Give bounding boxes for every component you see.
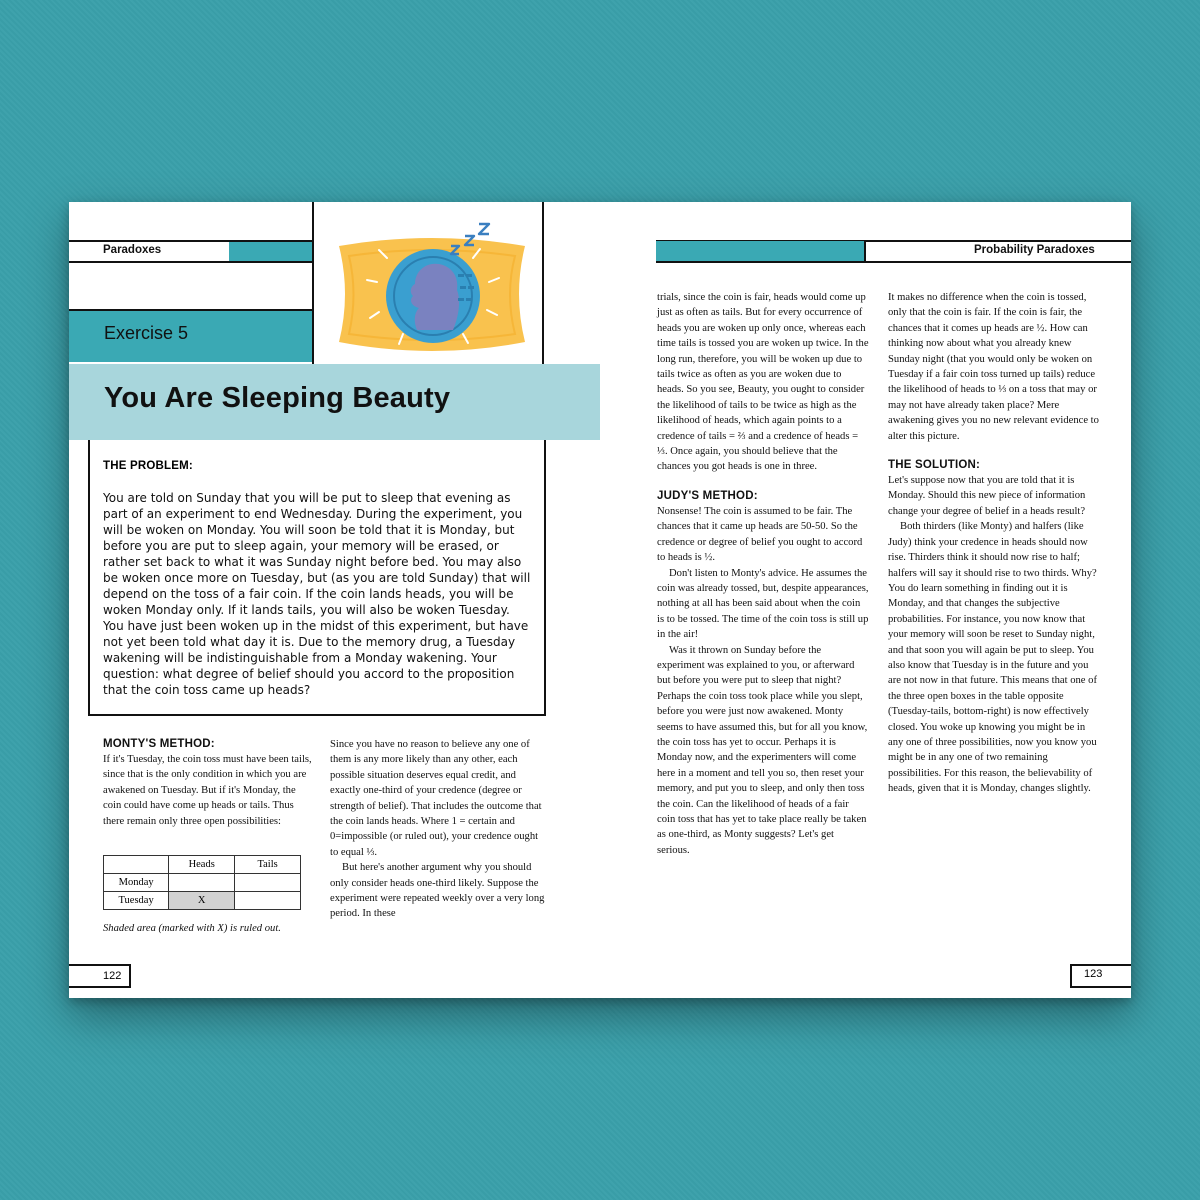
right-page-number: 123	[1084, 968, 1103, 980]
table-header-heads: Heads	[169, 856, 235, 874]
paragraph: Was it thrown on Sunday before the experiment was explained to you, or afterward but before you were put to sleep that night? Perhaps the coin toss took place while you slept, before you were just now awakened. Monty seems to have assumed this, but for all you know, the coin toss has yet to occur. Perhaps it is Monday now, and the experimenters will come here in a moment and tell you so, then reset your memory, and put you to sleep, and only then toss the coin. Can the likelihood of heads of a fair coin toss that has yet to take place really be taken as one-third, as Monty suggests? Let's get serious.	[657, 644, 868, 856]
table-header-tails: Tails	[235, 856, 301, 874]
paragraph: Both thirders (like Monty) and halfers (like Judy) think your credence in heads should now rise. Thirders think it should now rise to half; halfers will say it should rise to two thirds. Why? You do learn something in finding out it is Monday, and that changes the subjective probabilities. For instance, you now know that your memory will soon be reset to Sunday night, and that soon you will again be put to sleep. You also know that Tuesday is in the future and you are not now in that future. This means that one of the three open boxes in the table opposite (Tuesday-tails, bottom-right) is now effectively closed. You woke up knowing you might be in any one of three possibilities, now you know you might be in any one of two remaining possibilities. For this reason, the believability of heads, given that it is Monday, changes slightly.	[888, 521, 1097, 795]
left-head-teal-bar	[229, 241, 313, 261]
table-row	[104, 892, 301, 910]
table-cell-shaded: X	[169, 892, 235, 910]
left-running-head: Paradoxes	[103, 244, 162, 256]
paragraph: It makes no difference when the coin is tossed, only that the coin is fair. If the coin is fair, the chances that it comes up heads are ½. How can thinking now about what you already knew Sunday night (that you would only be woken on Tuesday if a fair coin toss turned up tails) reduce the likelihood of heads to ⅓ on a toss that may or may not have already taken place? Mere awakening gives you no new relevant evidence to alter this picture.	[888, 292, 1099, 442]
table-header-empty	[104, 856, 169, 874]
paragraph: Let's suppose now that you are told that it is Monday. Should this new piece of information change your degree of belief in a heads result?	[888, 475, 1086, 517]
table-header-row	[104, 856, 301, 874]
exercise-label: Exercise 5	[104, 323, 189, 343]
paragraph: Nonsense! The coin is assumed to be fair. The chances that it came up heads are 50-50. So the credence or degree of belief you ought to accord to heads is ½.	[657, 505, 863, 564]
problem-text: You are told on Sunday that you will be put to sleep that evening as part of an experiment to end Wednesday. During the experiment, you will be woken on Monday. You will soon be told that it is Monday, but before you are put to sleep again, your memory will be erased, or rather set back to what it was Sunday night before bed. You may also be woken once more on Tuesday, but (as you are told Sunday) that will depend on the toss of a fair coin. If the coin lands heads, you will be woken Monday only. If it lands tails, you will also be woken Tuesday. You have just been woken up in the midst of this experiment, but have not yet been told what day it is. Due to the memory drug, a Tuesday wakening will be indistinguishable from a Monday wakening. Your question: what degree of belief should you accord to the proposition that the coin toss came up heads?	[103, 491, 531, 697]
left-page-number: 122	[69, 964, 131, 988]
table-cell	[169, 874, 235, 892]
possibilities-table	[103, 855, 301, 910]
montys-method-text: If it's Tuesday, the coin toss must have been tails, since that is the only condition in which you are awakened on Tuesday. But if it's Monday, the coin could have come up heads or tails. Thus there remain only three open possibilities:	[103, 754, 312, 827]
paragraph: Since you have no reason to believe any one of them is any more likely than any other, each possible situation deserves equal credit, and exactly one-third of your credence (degree or strength of belief). That includes the outcome that the coin lands heads. Where 1 = certain and 0=impossible (or ruled out), your credence ought to equal ⅓.	[330, 739, 542, 858]
table-caption: Shaded area (marked with X) is ruled out.	[103, 923, 281, 934]
table-cell	[235, 892, 301, 910]
paragraph: But here's another argument why you should only consider heads one-third likely. Suppose the experiment were repeated weekly over a very long period. In these	[330, 862, 545, 920]
sleeping-coin-pillow-icon	[327, 216, 537, 361]
problem-heading: THE PROBLEM:	[103, 460, 193, 472]
montys-method-heading: MONTY'S METHOD:	[103, 738, 215, 750]
page-title: You Are Sleeping Beauty	[104, 382, 451, 414]
paragraph: Don't listen to Monty's advice. He assumes the coin was already tossed, but, despite appearances, nothing at all has been said about when the coin is to be tossed. The time of the coin toss is still up in the air!	[657, 567, 869, 641]
paragraph: trials, since the coin is fair, heads would come up just as often as tails. But for every occurrence of heads you are woken up only once, whereas each time tails is tossed you are woken up twice. In the long run, therefore, you will be woken up due to tails twice as often as you are woken due to heads. So you see, Beauty, you ought to consider the likelihood of tails to be twice as high as the likelihood of heads, which again points to a credence of tails = ⅔ and a credence of heads = ⅓. Once again, you should believe that the chances you got heads is one in three.	[657, 292, 869, 473]
left-column-2	[330, 737, 545, 922]
left-page	[69, 202, 600, 998]
table-cell	[235, 874, 301, 892]
montys-method-column	[103, 737, 313, 829]
right-column-1	[657, 290, 869, 858]
right-head-teal-bar	[656, 241, 864, 261]
judys-method-heading: JUDY'S METHOD:	[657, 489, 758, 502]
table-row-label: Tuesday	[104, 892, 169, 910]
solution-heading: THE SOLUTION:	[888, 459, 981, 472]
right-page	[600, 202, 1131, 998]
table-row	[104, 874, 301, 892]
table-row-label: Monday	[104, 874, 169, 892]
right-column-2	[888, 290, 1100, 797]
right-running-head: Probability Paradoxes	[974, 244, 1095, 256]
problem-content	[103, 459, 533, 698]
book-spread	[69, 202, 1131, 998]
